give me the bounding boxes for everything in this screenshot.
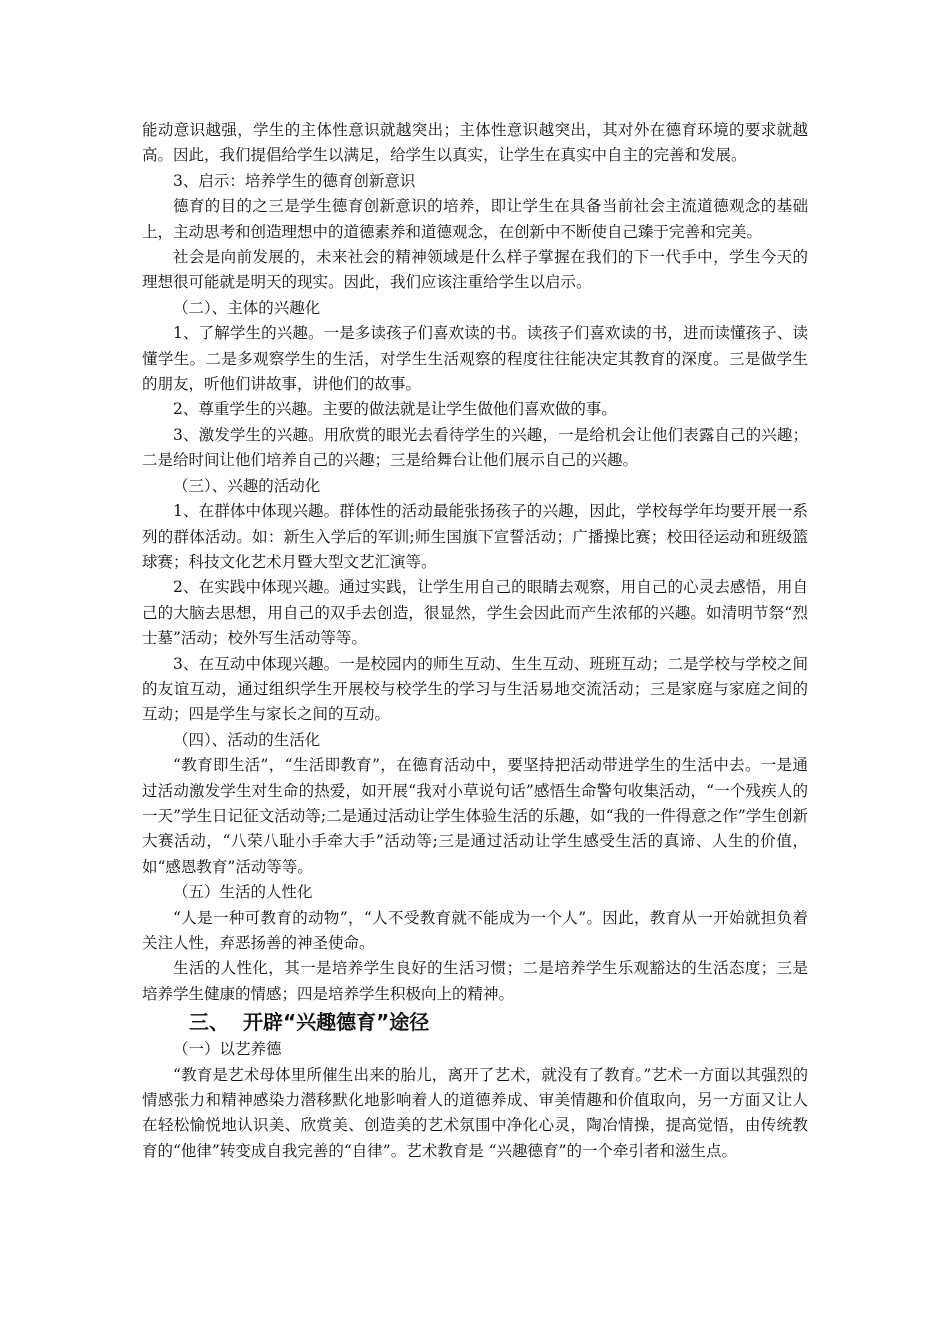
paragraph: 德育的目的之三是学生德育创新意识的培养，即让学生在具备当前社会主流道德观念的基础上，主动思考和创造理想中的道德素养和道德观念，在创新中不断使自己臻于完善和完美。: [142, 197, 808, 241]
section-heading: （四）、活动的生活化: [173, 730, 321, 749]
document-page: [142, 118, 808, 1164]
paragraph: 能动意识越强，学生的主体性意识就越突出；主体性意识越突出，其对外在德育环境的要求就越高。因此，我们提倡给学生以满足，给学生以真实，让学生在真实中自主的完善和发展。: [142, 121, 808, 165]
paragraph: 2、在实践中体现兴趣。通过实践，让学生用自己的眼睛去观察，用自己的心灵去感悟，用自己的大脑去思想，用自己的双手去创造，很显然，学生会因此而产生浓郁的兴趣。如清明节祭“烈士墓”活动；校外写生活动等等。: [142, 578, 808, 648]
section-heading: （五）生活的人性化: [173, 883, 313, 902]
section-heading: （三）、兴趣的活动化: [173, 476, 321, 495]
paragraph: “教育是艺术母体里所催生出来的胎儿，离开了艺术，就没有了教育。”艺术一方面以其强烈的情感张力和精神感染力潜移默化地影响着人的道德养成、审美情趣和价值取向，另一方面又让人在轻松愉悦地认识美、欣赏美、创造美的艺术氛围中净化心灵，陶冶情操，提高觉悟，由传统教育的“他律”转变成自我完善的“自律”。艺术教育是 “兴趣德育”的一个牵引者和滋生点。: [142, 1065, 808, 1160]
paragraph: 3、激发学生的兴趣。用欣赏的眼光去看待学生的兴趣，一是给机会让他们表露自己的兴趣；二是给时间让他们培养自己的兴趣；三是给舞台让他们展示自己的兴趣。: [142, 425, 808, 470]
section-heading: （二）、主体的兴趣化: [173, 298, 321, 317]
paragraph: 1、了解学生的兴趣。一是多读孩子们喜欢读的书。读孩子们喜欢读的书，进而读懂孩子、读懂学生。二是多观察学生的生活，对学生生活观察的程度往往能决定其教育的深度。三是做学生的朋友，听他们讲故事，讲他们的故事。: [142, 324, 808, 394]
section-heading: （一）以艺养德: [173, 1040, 282, 1059]
paragraph: 社会是向前发展的，未来社会的精神领域是什么样子掌握在我们的下一代手中，学生今天的理想很可能就是明天的现实。因此，我们应该注重给学生以启示。: [142, 248, 808, 292]
paragraph: 2、尊重学生的兴趣。主要的做法就是让学生做他们喜欢做的事。: [173, 400, 617, 419]
paragraph: “人是一种可教育的动物”，“人不受教育就不能成为一个人”。因此，教育从一开始就担负着关注人性，弃恶扬善的神圣使命。: [142, 908, 808, 952]
paragraph: 3、在互动中体现兴趣。一是校园内的师生互动、生生互动、班班互动；二是学校与学校之间的友谊互动，通过组织学生开展校与校学生的学习与生活易地交流活动；三是家庭与家庭之间的互动；四是学生与家长之间的互动。: [142, 654, 808, 724]
paragraph: 1、在群体中体现兴趣。群体性的活动最能张扬孩子的兴趣，因此，学校每学年均要开展一系列的群体活动。如：新生入学后的军训;师生国旗下宣誓活动；广播操比赛；校田径运动和班级篮球赛；科技文化艺术月暨大型文艺汇演等。: [142, 502, 808, 571]
paragraph: 生活的人性化，其一是培养学生良好的生活习惯；二是培养学生乐观豁达的生活态度；三是培养学生健康的情感；四是培养学生积极向上的精神。: [142, 959, 808, 1003]
chapter-heading: [142, 1007, 808, 1037]
paragraph: “教育即生活”，“生活即教育”，在德育活动中，要坚持把活动带进学生的生活中去。一是通过活动激发学生对生命的热爱，如开展“我对小草说句话”感悟生命警句收集活动，“一个残疾人的一天”学生日记征文活动等;二是通过活动让学生体验生活的乐趣，如“我的一件得意之作”学生创新大赛活动，“八荣八耻小手牵大手”活动等;三是通过活动让学生感受生活的真谛、人生的价值，如“感恩教育”活动等等。: [142, 756, 808, 876]
chapter-number: 三、: [189, 1010, 229, 1035]
chapter-title: 开辟“兴趣德育”途径: [243, 1010, 430, 1035]
subheading: 3、启示：培养学生的德育创新意识: [173, 171, 416, 190]
